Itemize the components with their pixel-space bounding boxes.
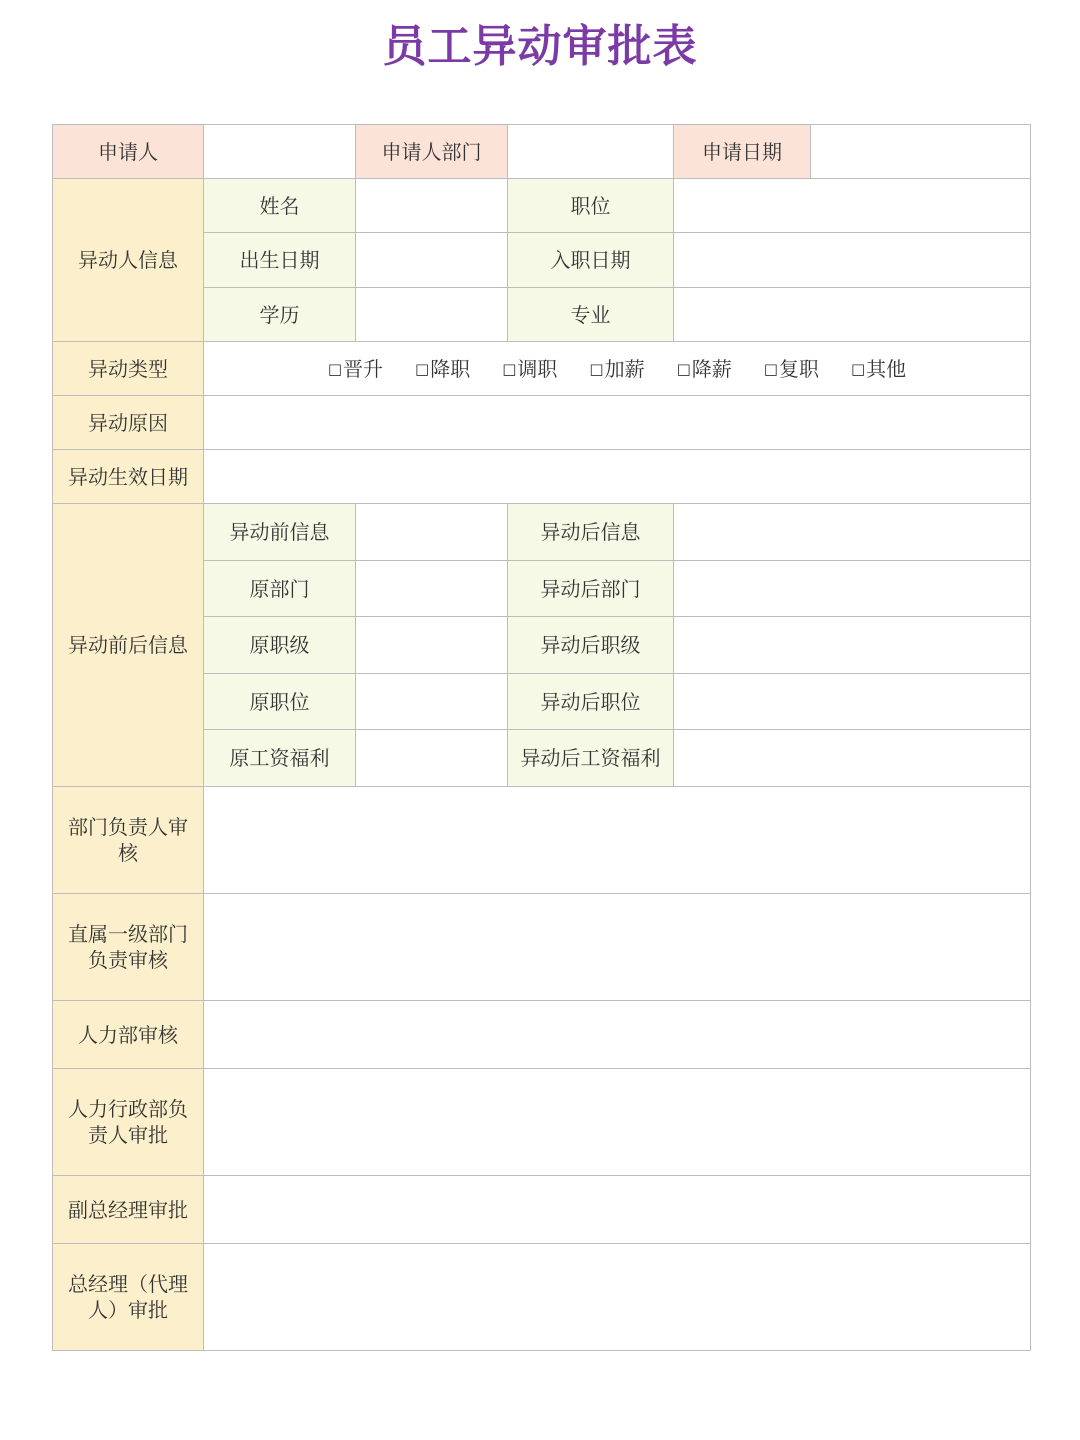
direct-dept-head-review-input-cell[interactable] (204, 894, 1031, 1001)
position-label: 职位 (508, 179, 674, 233)
hr-review-label: 人力部审核 (53, 1001, 204, 1069)
education-input-cell[interactable] (356, 288, 508, 342)
hire-date-input-cell[interactable] (674, 233, 1031, 288)
apply-date-input-cell[interactable] (811, 125, 1031, 179)
after-label: 异动后工资福利 (508, 730, 674, 787)
change-type-option[interactable] (764, 356, 819, 382)
before-label: 原部门 (204, 561, 356, 617)
page-title: 员工异动审批表 (382, 21, 698, 72)
direct-dept-head-review-label: 直属一级部门负责审核 (53, 894, 204, 1001)
dept-head-review-label: 部门负责人审核 (53, 787, 204, 894)
deputy-gm-approval-input-cell[interactable] (204, 1176, 1031, 1244)
before-input-cell[interactable] (356, 617, 508, 674)
before-label: 原职级 (204, 617, 356, 674)
effective-date-input-cell[interactable] (204, 450, 1031, 504)
dept-head-review-input-cell[interactable] (204, 787, 1031, 894)
before-after-section-label: 异动前后信息 (53, 504, 204, 787)
change-reason-input-cell[interactable] (204, 396, 1031, 450)
before-info-input-cell[interactable] (356, 504, 508, 561)
after-label: 异动后职位 (508, 674, 674, 730)
change-type-option-label: 降职 (430, 356, 471, 381)
before-label: 原职位 (204, 674, 356, 730)
change-type-option[interactable] (677, 356, 732, 382)
major-label: 专业 (508, 288, 674, 342)
deputy-gm-approval-label: 副总经理审批 (53, 1176, 204, 1244)
after-input-cell[interactable] (674, 617, 1031, 674)
change-type-label: 异动类型 (53, 342, 204, 396)
birth-date-label: 出生日期 (204, 233, 356, 288)
person-info-row (53, 179, 1031, 233)
approval-row (53, 1069, 1031, 1176)
after-label: 异动后部门 (508, 561, 674, 617)
checkbox-icon[interactable]: □ (850, 359, 866, 378)
checkbox-icon[interactable]: □ (502, 359, 517, 378)
hr-admin-head-approval-input-cell[interactable] (204, 1069, 1031, 1176)
approval-row (53, 787, 1031, 894)
after-label: 异动后职级 (508, 617, 674, 674)
applicant-dept-input-cell[interactable] (508, 125, 674, 179)
change-type-option-label: 调职 (517, 356, 558, 381)
change-type-options-cell (204, 342, 1031, 396)
before-after-header-row (53, 504, 1031, 561)
change-type-option-label: 晋升 (343, 356, 384, 381)
gm-approval-label: 总经理（代理人）审批 (53, 1244, 204, 1351)
change-type-option[interactable] (415, 356, 470, 382)
person-info-section-label: 异动人信息 (53, 179, 204, 342)
after-info-input-cell[interactable] (674, 504, 1031, 561)
after-input-cell[interactable] (674, 730, 1031, 787)
change-reason-row (53, 396, 1031, 450)
applicant-input-cell[interactable] (204, 125, 356, 179)
checkbox-icon[interactable]: □ (676, 359, 691, 378)
checkbox-icon[interactable]: □ (415, 359, 430, 378)
birth-date-input-cell[interactable] (356, 233, 508, 288)
approval-form-table (52, 124, 1031, 1351)
approval-row (53, 1001, 1031, 1069)
after-input-cell[interactable] (674, 674, 1031, 730)
change-type-options (210, 356, 1024, 382)
effective-date-label: 异动生效日期 (53, 450, 204, 504)
change-type-option-label: 降薪 (691, 356, 732, 381)
checkbox-icon[interactable]: □ (327, 359, 343, 378)
approval-row (53, 894, 1031, 1001)
major-input-cell[interactable] (674, 288, 1031, 342)
hire-date-label: 入职日期 (508, 233, 674, 288)
applicant-label: 申请人 (53, 125, 204, 179)
effective-date-row (53, 450, 1031, 504)
position-input-cell[interactable] (674, 179, 1031, 233)
change-reason-label: 异动原因 (53, 396, 204, 450)
checkbox-icon[interactable]: □ (589, 359, 604, 378)
change-type-option[interactable] (502, 356, 557, 382)
applicant-dept-label: 申请人部门 (356, 125, 508, 179)
before-input-cell[interactable] (356, 730, 508, 787)
before-input-cell[interactable] (356, 561, 508, 617)
before-info-header: 异动前信息 (204, 504, 356, 561)
education-label: 学历 (204, 288, 356, 342)
approval-row (53, 1176, 1031, 1244)
name-input-cell[interactable] (356, 179, 508, 233)
after-info-header: 异动后信息 (508, 504, 674, 561)
change-type-option-label: 加薪 (604, 356, 645, 381)
hr-review-input-cell[interactable] (204, 1001, 1031, 1069)
change-type-option-label: 其他 (866, 356, 907, 381)
approval-row (53, 1244, 1031, 1351)
after-input-cell[interactable] (674, 561, 1031, 617)
applicant-row (53, 125, 1031, 179)
change-type-option[interactable] (328, 356, 383, 382)
before-label: 原工资福利 (204, 730, 356, 787)
change-type-row (53, 342, 1031, 396)
hr-admin-head-approval-label: 人力行政部负责人审批 (53, 1069, 204, 1176)
change-type-option[interactable] (851, 356, 906, 382)
apply-date-label: 申请日期 (674, 125, 811, 179)
checkbox-icon[interactable]: □ (763, 359, 778, 378)
name-label: 姓名 (204, 179, 356, 233)
change-type-option[interactable] (589, 356, 644, 382)
before-input-cell[interactable] (356, 674, 508, 730)
change-type-option-label: 复职 (778, 356, 819, 381)
gm-approval-input-cell[interactable] (204, 1244, 1031, 1351)
